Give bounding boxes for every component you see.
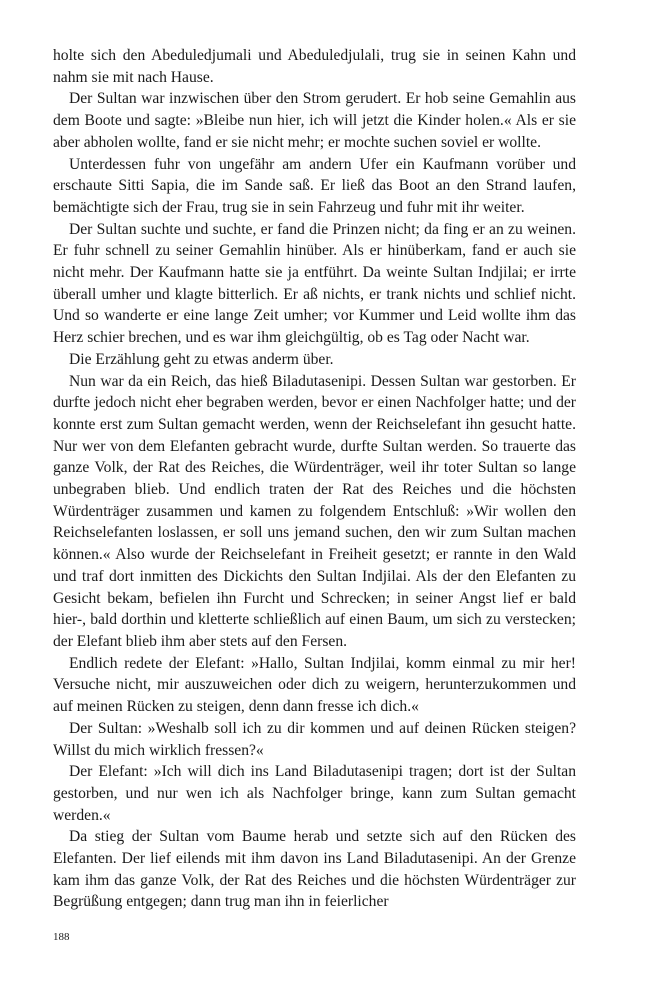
paragraph-4: Der Sultan suchte und suchte, er fand die Prinzen nicht; da fing er an zu weinen. Er fuhr schnell zu seiner Gemahlin hinüber. Als er hinüberkam, fand er auch sie nicht mehr. Der Kaufmann hatte sie ja entführt. Da weinte Sultan Indjilai; er irrte überall umher und klagte bitterlich. Er aß nichts, er trank nichts und schlief nicht. Und so wanderte er eine lange Zeit umher; vor Kummer und Leid wollte ihm das Herz schier brechen, und es war ihm gleichgültig, ob es Tag oder Nacht war. [53, 220, 576, 347]
paragraph-3: Unterdessen fuhr von ungefähr am andern Ufer ein Kaufmann vorüber und erschaute Sitti Sapia, die im Sande saß. Er ließ das Boot an den Strand laufen, bemächtigte sich der Frau, trug sie in sein Fahrzeug und fuhr mit ihr weiter. [53, 155, 576, 216]
paragraph-2: Der Sultan war inzwischen über den Strom gerudert. Er hob seine Gemahlin aus dem Boote und sagte: »Bleibe nun hier, ich will jetzt die Kinder holen.« Als er sie aber abholen wollte, fand er sie nicht mehr; er mochte suchen soviel er wollte. [53, 90, 576, 151]
paragraph-9: Der Elefant: »Ich will dich ins Land Biladutasenipi tragen; dort ist der Sultan gestorben, und nur wen ich als Nachfolger bringe, kann zum Sultan gemacht werden.« [53, 763, 576, 824]
body-text [53, 45, 576, 913]
paragraph-10: Da stieg der Sultan vom Baume herab und setzte sich auf den Rücken des Elefanten. Der lief eilends mit ihm davon ins Land Biladutasenipi. An der Grenze kam ihm das ganze Volk, der Rat des Reiches und die höchsten Würdenträger zur Begrüßung entgegen; dann trug man ihn in feierlicher [53, 828, 576, 911]
paragraph-5: Die Erzählung geht zu etwas anderm über. [69, 350, 334, 368]
page-number: 188 [53, 931, 70, 943]
paragraph-8: Der Sultan: »Weshalb soll ich zu dir kommen und auf deinen Rücken steigen? Willst du mich wirklich fressen?« [53, 719, 576, 759]
paragraph-1: holte sich den Abeduledjumali und Abeduledjulali, trug sie in seinen Kahn und nahm sie mit nach Hause. [53, 47, 576, 86]
paragraph-6: Nun war da ein Reich, das hieß Biladutasenipi. Dessen Sultan war gestorben. Er durfte jedoch nicht eher begraben werden, bevor er einen Nachfolger hatte; und der konnte erst zum Sultan gemacht werden, wenn der Reichselefant ihn gesucht hatte. Nur wer von dem Elefanten gebracht wurde, durfte Sultan werden. So trauerte das ganze Volk, der Rat des Reiches, die Würdenträger, weil ihr toter Sultan so lange unbegraben blieb. Und endlich traten der Rat des Reiches und die höchsten Würdenträger zusammen und kamen zu folgendem Entschluß: »Wir wollen den Reichselefanten loslassen, er soll uns jemand suchen, den wir zum Sultan machen können.« Also wurde der Reichselefant in Freiheit gesetzt; er rannte in den Wald und traf dort inmitten des Dickichts den Sultan Indjilai. Als der den Elefanten zu Gesicht bekam, befielen ihn Furcht und Schrecken; in seiner Angst lief er bald hier-, bald dorthin und kletterte schließlich auf einen Baum, um sich zu verstecken; der Elefant blieb ihm aber stets auf den Fersen. [53, 372, 576, 650]
paragraph-7: Endlich redete der Elefant: »Hallo, Sultan Indjilai, komm einmal zu mir her! Versuche nicht, mir auszuweichen oder dich zu weigern, herunterzukommen und auf meinen Rücken zu steigen, denn dann fresse ich dich.« [53, 654, 576, 716]
